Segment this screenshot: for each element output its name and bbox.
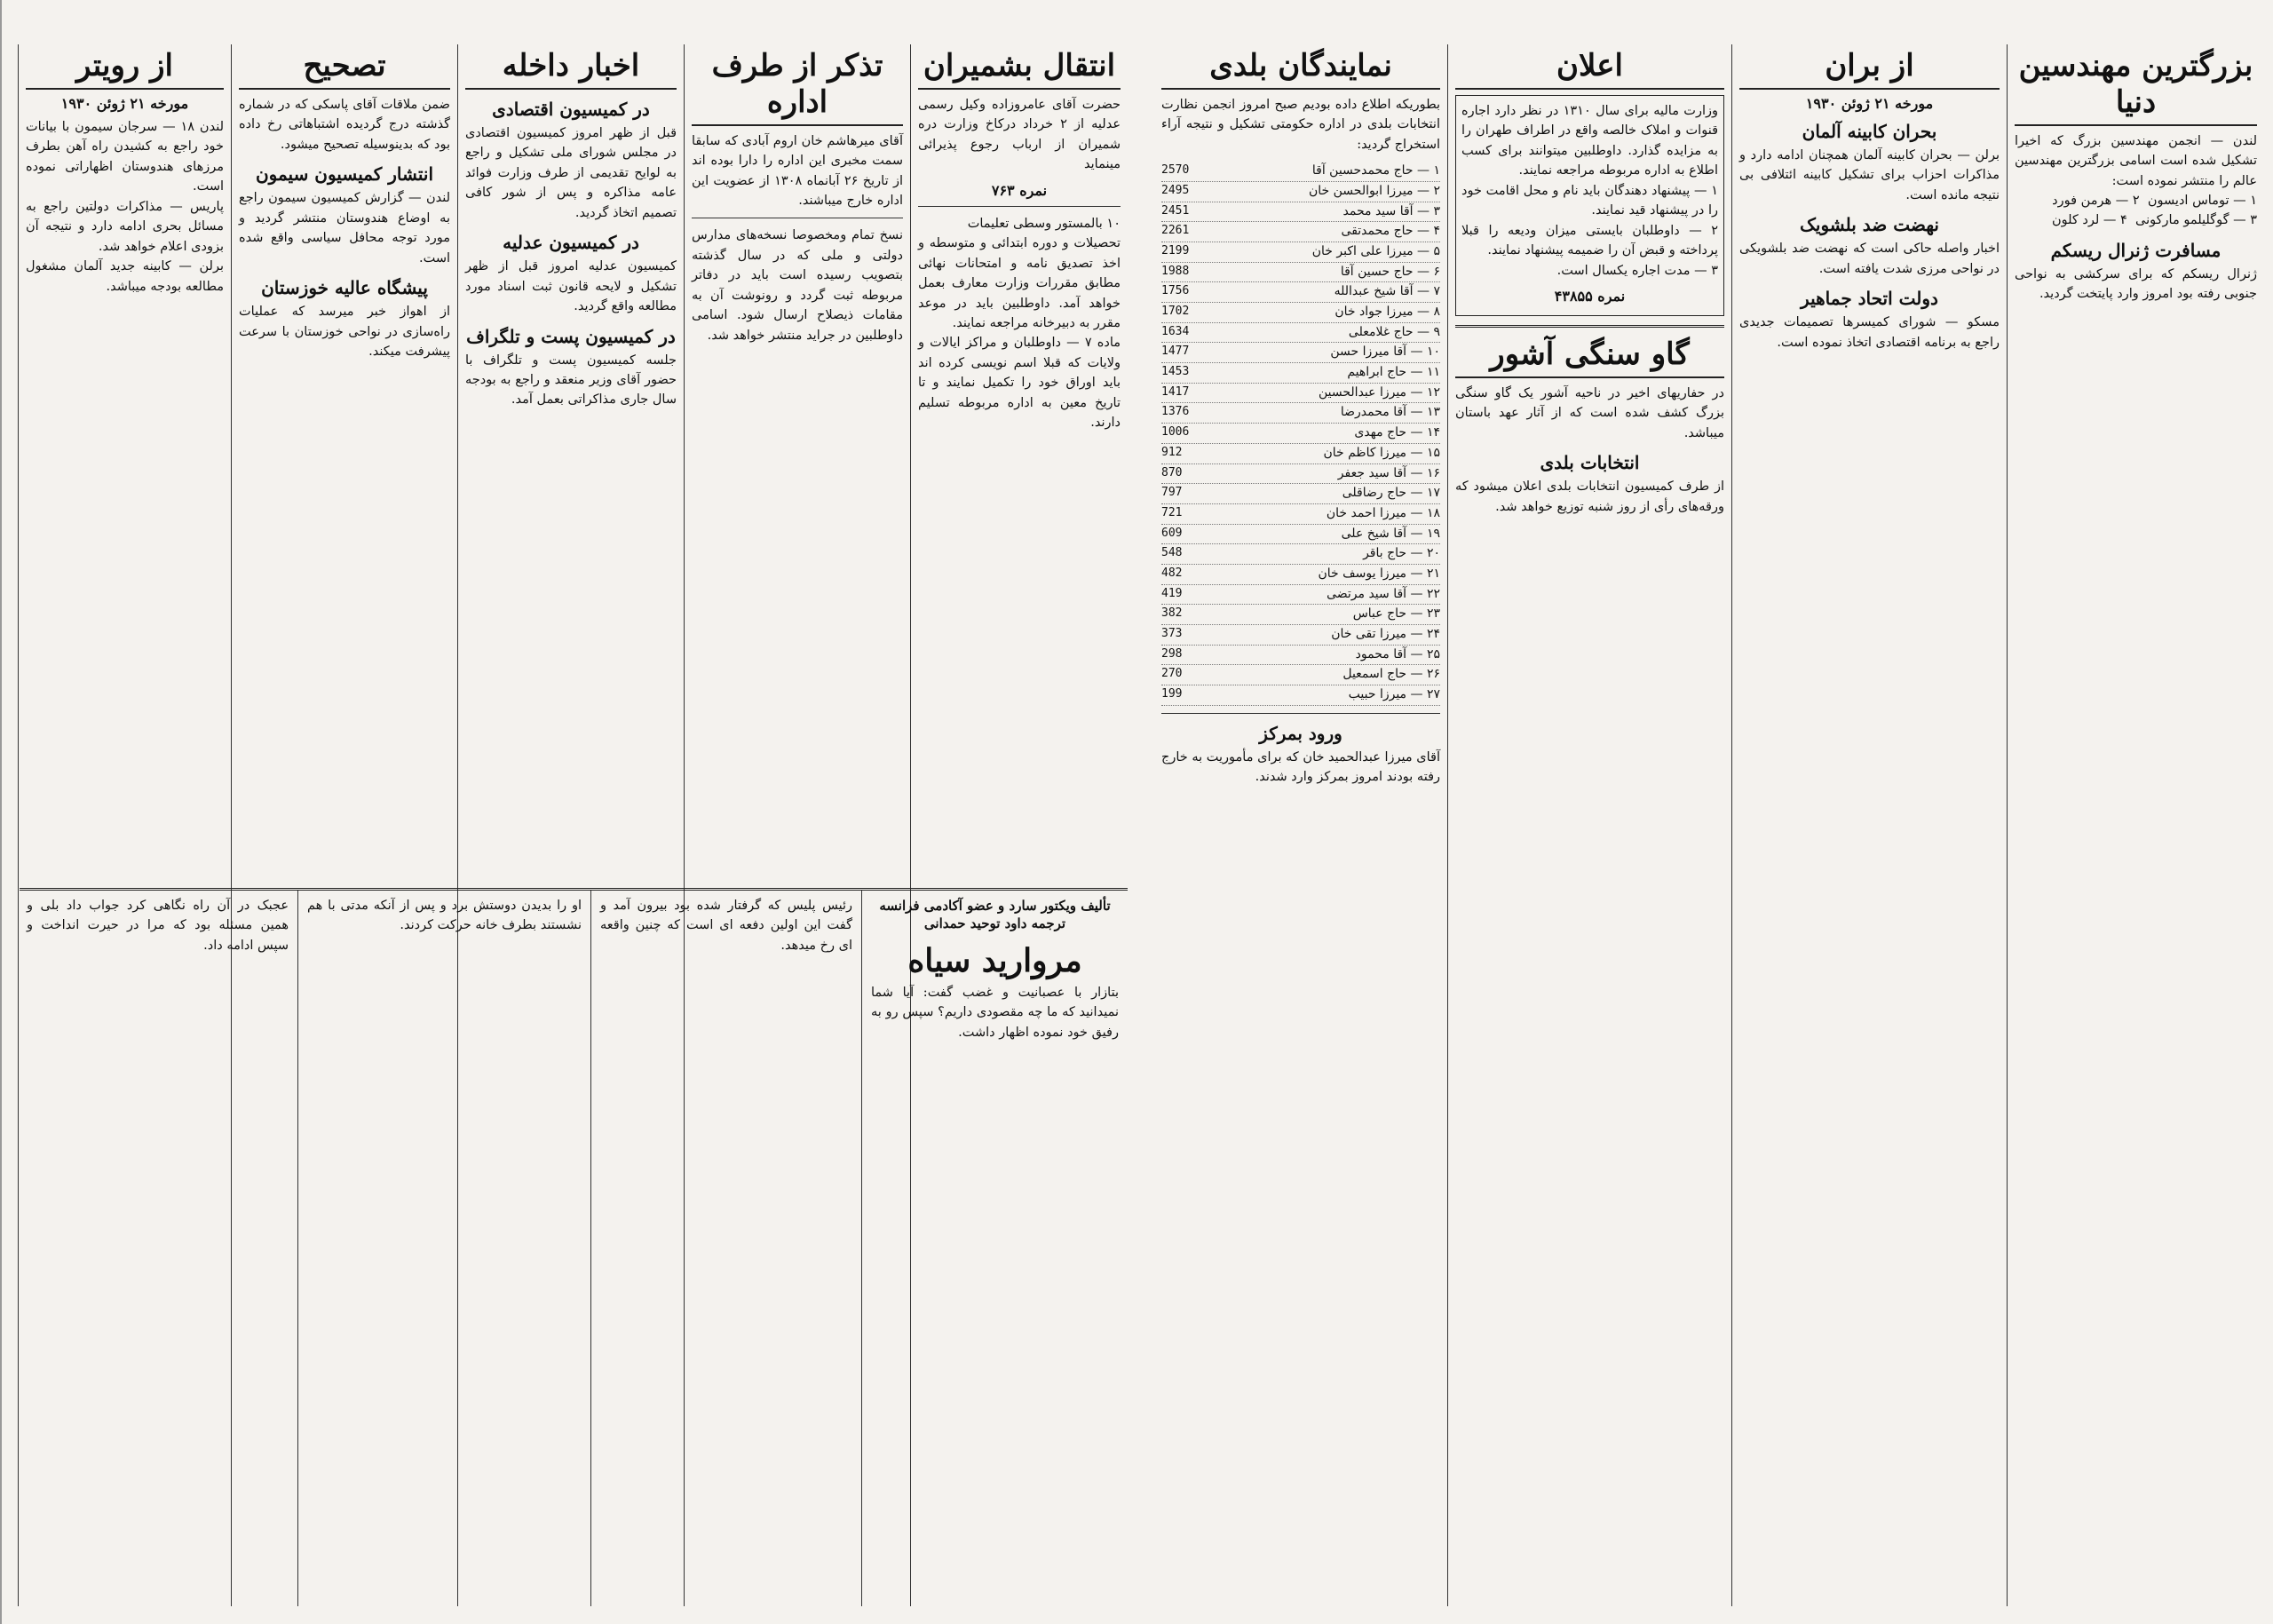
vote-count: 2199 <box>1161 243 1190 257</box>
candidate-name: ۱۴ — حاج مهدی <box>1354 425 1440 440</box>
candidate-name: ۱۱ — حاج ابراهیم <box>1347 365 1440 380</box>
headline-transfer: انتقال بشمیران <box>918 48 1121 90</box>
subhead-general-trip: مسافرت ژنرال ریسکم <box>2050 239 2222 261</box>
list-item <box>1161 182 1440 202</box>
body-khuzestan: از اهواز خبر میرسد که عملیات راه‌سازی در نواحی خوزستان با سرعت پیشرفت میکند. <box>234 305 450 360</box>
column-engineers <box>2007 44 2264 1606</box>
candidate-name: ۲۳ — حاج عباس <box>1352 606 1440 622</box>
candidate-name: ۲۶ — حاج اسمعیل <box>1342 667 1440 682</box>
vote-count: 2261 <box>1161 224 1190 238</box>
candidate-name: ۱۷ — حاج رضاقلی <box>1342 486 1440 501</box>
body-office-notice: نسخ تمام ومخصوصا نسخه‌های مدارس دولتی و ملی که در سال گذشته بتصویب رسیده است باید در دفاتر مربوطه ثبت گردد و رونوشت آن به مقامات ذیصلاح ارسال شود. اسامی داوطلبین در جراید منتشر خواهد شد. <box>687 228 903 343</box>
vote-count: 2570 <box>1161 163 1190 178</box>
list-item <box>1161 162 1440 182</box>
subhead-khuzestan: پیشگاه عالیه خوزستان <box>261 277 428 299</box>
list-item <box>1161 504 1440 525</box>
candidate-name: ۲۰ — حاج باقر <box>1363 546 1440 561</box>
vote-count: 1634 <box>1161 324 1190 338</box>
body-anti-bolshevik: اخبار واصله حاکی است که نهضت ضد بلشویکی در نواحی مرزی شدت یافته است. <box>1735 242 2000 276</box>
candidate-name: ۲ — میرزا ابوالحسن خان <box>1309 183 1440 198</box>
subhead-cabinet-crisis: بحران کابینه آلمان <box>1802 120 1937 142</box>
vote-count: 2495 <box>1161 183 1190 197</box>
vote-count: 2451 <box>1161 203 1190 218</box>
divider <box>918 206 1121 207</box>
vote-count: 419 <box>1161 586 1183 600</box>
vote-count: 1006 <box>1161 425 1190 440</box>
subhead-soviet-union: دولت اتحاد جماهیر <box>1801 288 1938 310</box>
vote-count: 1756 <box>1161 284 1190 298</box>
vote-list <box>1161 162 1440 706</box>
divider <box>1455 325 1724 328</box>
vote-count: 1376 <box>1161 405 1190 419</box>
body-justice-commission: کمیسیون عدلیه امروز قبل از ظهر تشکیل و لایحه قانون ثبت اسناد مورد مطالعه واقع گردید. <box>461 259 677 314</box>
vote-count: 270 <box>1161 667 1183 681</box>
candidate-name: ۲۲ — آقا سید مرتضی <box>1327 586 1440 601</box>
list-item <box>1161 625 1440 646</box>
vote-count: 1702 <box>1161 305 1190 319</box>
list-item <box>1161 665 1440 685</box>
body-arrival: آقای میرزا عبدالحمید خان که برای مأموریت به خارج رفته بودند امروز بمرکز وارد شدند. <box>1157 749 1440 785</box>
candidate-name: ۵ — میرزا علی اکبر خان <box>1311 243 1440 258</box>
candidate-name: ۸ — میرزا جواد خان <box>1334 305 1440 320</box>
lead-office-notice: آقای میرهاشم خان اروم آبادی که سابقا سمت مخبری این اداره را دارا بوده اند از تاریخ ۲۶ آبانماه ۱۳۰۸ از عضویت این اداره خارج میباشند. <box>687 133 903 208</box>
subhead-justice-commission: در کمیسیون عدلیه <box>503 232 639 254</box>
candidate-name: ۹ — حاج غلامعلی <box>1348 324 1440 339</box>
list-item <box>1161 525 1440 545</box>
announcement-number: نمره ۴۳۸۵۵ <box>1554 288 1626 305</box>
serial-column-4 <box>18 891 297 1606</box>
vote-count: 199 <box>1161 687 1183 701</box>
vote-count: 1417 <box>1161 384 1190 399</box>
headline-correction: تصحیح <box>239 48 450 90</box>
list-item <box>1161 585 1440 606</box>
list-item <box>1161 464 1440 485</box>
candidate-name: ۱۳ — آقا محمدرضا <box>1340 405 1440 420</box>
list-item <box>1161 424 1440 444</box>
candidate-name: ۲۴ — میرزا تقی خان <box>1331 627 1440 642</box>
headline-reuters: از رویتر <box>26 48 224 90</box>
candidate-name: ۳ — آقا سید محمد <box>1342 203 1440 218</box>
list-item <box>1161 303 1440 323</box>
body-municipal-elections: از طرف کمیسیون انتخابات بلدی اعلان میشود که ورقه‌های رأی از روز شنبه توزیع خواهد شد. <box>1451 479 1724 514</box>
vote-count: 1453 <box>1161 365 1190 379</box>
announcement-box <box>1455 95 1724 316</box>
subhead-anti-bolshevik: نهضت ضد بلشویک <box>1799 214 1939 236</box>
candidate-name: ۱۹ — آقا شیخ علی <box>1341 526 1440 541</box>
serial-column-3 <box>297 891 590 1606</box>
vote-count: 382 <box>1161 606 1183 621</box>
list-item <box>1161 444 1440 464</box>
list-item <box>1161 403 1440 424</box>
body-soviet-union: مسکو — شورای کمیسرها تصمیمات جدیدی راجع به برنامه اقتصادی اتخاذ نموده است. <box>1735 315 2000 350</box>
body-reuters: لندن ۱۸ — سرجان سیمون با بیانات خود راجع به کشیدن راه آهن بطرف مرزهای هندوستان اظهاراتی نموده است. پاریس — مذاکرات دولتین راجع به مسائل بحری ادامه دارد و نتیجه آن بزودی اعلام خواهد شد. برلن — کابینه جدید آلمان مشغول مطالعه بودجه میباشد. <box>26 119 224 294</box>
vote-count: 1477 <box>1161 345 1190 359</box>
vote-count: 373 <box>1161 627 1183 641</box>
list-item <box>1161 484 1440 504</box>
lead-transfer: حضرت آقای عامروزاده وکیل رسمی عدلیه از ۲ خرداد درکاخ وزارت دره شمیران از ارباب رجوع پذیرائی مینماید <box>914 97 1121 172</box>
vote-count: 298 <box>1161 646 1183 661</box>
candidate-name: ۶ — حاج حسین آقا <box>1340 264 1440 279</box>
list-item <box>1161 263 1440 283</box>
vote-count: 609 <box>1161 526 1183 540</box>
body-post-commission: جلسه کمیسیون پست و تلگراف با حضور آقای وزیر منعقد و راجع به بودجه سال جاری مذاکراتی بعمل آمد. <box>461 353 677 408</box>
serial-text-4: بتازار با عصبانیت و غضب گفت: آیا شما نمیدانید که ما چه مقصودی داریم؟ سپس رو به رفیق خود نموده اظهار داشت. <box>867 986 1119 1040</box>
headline-municipal-reps: نمایندگان بلدی <box>1161 48 1440 90</box>
list-item <box>1161 363 1440 384</box>
serial-author: تألیف ویکتور سارد و عضو آکادمی فرانسه <box>879 898 1111 914</box>
candidate-name: ۴ — حاج محمدتقی <box>1341 224 1440 239</box>
headline-engineers: بزرگترین مهندسین دنیا <box>2015 48 2257 126</box>
serial-text-2: او را بدیدن دوستش برد و پس از آنکه مدتی با هم نشستند بطرف خانه حرکت کردند. <box>303 899 582 933</box>
left-page <box>1145 0 2273 1624</box>
lead-municipal-reps: بطوریکه اطلاع داده بودیم صبح امروز انجمن نظارت انتخابات بلدی در اداره حکومتی تشکیل و نتیجه آراء استخراج گردید: <box>1157 97 1440 152</box>
headline-office-notice: تذکر از طرف اداره <box>692 48 903 126</box>
vote-count: 797 <box>1161 486 1183 500</box>
subhead-arrival: ورود بمرکز <box>1259 722 1342 744</box>
body-general-trip: ژنرال ریسکم که برای سرکشی به نواحی جنوبی رفته بود امروز وارد پایتخت گردید. <box>2010 266 2257 302</box>
serial-title: مروارید سیاه <box>907 942 1082 979</box>
body-education: ۱۰ بالمستور وسطی تعلیمات تحصیلات و دوره ابتدائی و متوسطه و اخذ تصدیق نامه و امتحانات نهائی مطابق مقررات وزارت معارف بعمل خواهد آمد. داوطلبین باید در موعد مقرر به دبیرخانه مراجعه نمایند. ماده ۷ — داوطلبان و مراکز ایالات و ولایات که قبلا اسم نویسی کرده اند باید اوراق خود را تکمیل نمایند و تا تاریخ معین به اداره مربوطه تسلیم دارند. <box>918 216 1121 431</box>
serial-column-2 <box>590 891 861 1606</box>
candidate-name: ۱۶ — آقا سید جعفر <box>1337 465 1440 480</box>
body-engineers: لندن — انجمن مهندسین بزرگ که اخیرا تشکیل شده است اسامی بزرگترین مهندسین عالم را منتشر نموده است: ۱ — توماس ادیسون ۲ — هرمن فورد ۳ — گوگلیلمو مارکونی ۴ — لرد کلون <box>2015 133 2257 228</box>
divider <box>1161 713 1440 714</box>
body-announcement: وزارت مالیه برای سال ۱۳۱۰ در نظر دارد اجاره قنوات و املاک خالصه واقع در اطراف طهران را به مزایده گذارد. داوطلبین میتوانند برای کسب اطلاع به اداره مربوطه مراجعه نمایند. ۱ — پیشنهاد دهندگان باید نام و محل اقامت خود را در پیشنهاد قید نمایند. ۲ — داوطلبان بایستی میزان ودیعه را قبلا پرداخته و قبض آن را ضمیمه پیشنهاد نمایند. ۳ — مدت اجاره یکسال است. <box>1461 103 1718 278</box>
vote-count: 870 <box>1161 465 1183 479</box>
candidate-name: ۲۷ — میرزا حبیب <box>1348 687 1440 702</box>
body-cabinet-crisis: برلن — بحران کابینه آلمان همچنان ادامه دارد و مذاکرات احزاب برای تشکیل کابینه ائتلافی بی نتیجه مانده است. <box>1735 147 2000 202</box>
subhead-post-commission: در کمیسیون پست و تلگراف <box>466 325 676 347</box>
vote-count: 721 <box>1161 505 1183 519</box>
serial-column-1 <box>861 891 1128 1606</box>
body-assyrian-bull: در حفاریهای اخیر در ناحیه آشور یک گاو سنگی بزرگ کشف شده است که از آثار عهد باستان میباشد. <box>1451 385 1724 440</box>
candidate-name: ۱۸ — میرزا احمد خان <box>1326 505 1440 520</box>
body-simon-commission: لندن — گزارش کمیسیون سیمون راجع به اوضاع هندوستان منتشر گردید و مورد توجه محافل سیاسی واقع شده است. <box>234 191 450 265</box>
headline-announcement: اعلان <box>1455 48 1724 90</box>
list-item <box>1161 323 1440 344</box>
subhead-economic-commission: در کمیسیون اقتصادی <box>492 98 650 120</box>
notice-number: نمره ۷۶۳ <box>991 181 1048 199</box>
list-item <box>1161 646 1440 666</box>
subhead-simon-commission: انتشار کمیسیون سیمون <box>255 163 434 186</box>
list-item <box>1161 343 1440 363</box>
list-item <box>1161 544 1440 565</box>
list-item <box>1161 605 1440 625</box>
column-announcement <box>1447 44 1731 1606</box>
lead-correction: ضمن ملاقات آقای پاسکی که در شماره گذشته درج گردیده اشتباهاتی رخ داده بود که بدینوسیله تصحیح میشود. <box>234 97 450 152</box>
vote-count: 912 <box>1161 445 1183 459</box>
list-item <box>1161 282 1440 303</box>
vote-count: 1988 <box>1161 264 1190 278</box>
serial-text-3: رئیس پلیس که گرفتار شده بود بیرون آمد و گفت این اولین دفعه ای است که چنین واقعه ای رخ میدهد. <box>596 899 852 953</box>
candidate-name: ۲۵ — آقا محمود <box>1355 646 1440 661</box>
serial-band <box>20 888 1128 1606</box>
list-item <box>1161 222 1440 242</box>
list-item <box>1161 565 1440 585</box>
list-item <box>1161 202 1440 223</box>
candidate-name: ۱۲ — میرزا عبدالحسین <box>1319 384 1440 400</box>
candidate-name: ۱۵ — میرزا کاظم خان <box>1323 445 1440 460</box>
candidate-name: ۲۱ — میرزا یوسف خان <box>1318 566 1440 581</box>
headline-domestic-news: اخبار داخله <box>465 48 677 90</box>
column-berlin <box>1731 44 2007 1606</box>
list-item <box>1161 384 1440 404</box>
serial-translator: ترجمه داود توحید حمدانی <box>923 915 1066 931</box>
candidate-name: ۱ — حاج محمدحسین آقا <box>1311 163 1440 178</box>
headline-berlin: از بران <box>1739 48 2000 90</box>
dateline-reuters: مورخه ۲۱ ژوئن ۱۹۳۰ <box>60 94 189 112</box>
candidate-name: ۱۰ — آقا میرزا حسن <box>1330 345 1440 360</box>
vote-count: 482 <box>1161 566 1183 580</box>
list-item <box>1161 242 1440 263</box>
list-item <box>1161 685 1440 706</box>
candidate-name: ۷ — آقا شیخ عبدالله <box>1334 284 1440 299</box>
subhead-municipal-elections: انتخابات بلدی <box>1540 452 1640 474</box>
vote-count: 548 <box>1161 546 1183 560</box>
column-municipal-reps <box>1154 44 1447 1606</box>
headline-assyrian-bull: گاو سنگی آشور <box>1455 337 1724 378</box>
serial-text-1: عجبک در آن راه نگاهی کرد جواب داد بلی و همین مسئله بود که مرا در حیرت انداخت و سپس ادامه داد. <box>22 899 289 953</box>
dateline-berlin: مورخه ۲۱ ژوئن ۱۹۳۰ <box>1805 94 1934 112</box>
body-economic-commission: قبل از ظهر امروز کمیسیون اقتصادی در مجلس شورای ملی تشکیل و راجع به لوایح تقدیمی از طرف وزارت فوائد عامه مذاکره و پس از شور کافی تصمیم اتخاذ گردید. <box>461 125 677 220</box>
